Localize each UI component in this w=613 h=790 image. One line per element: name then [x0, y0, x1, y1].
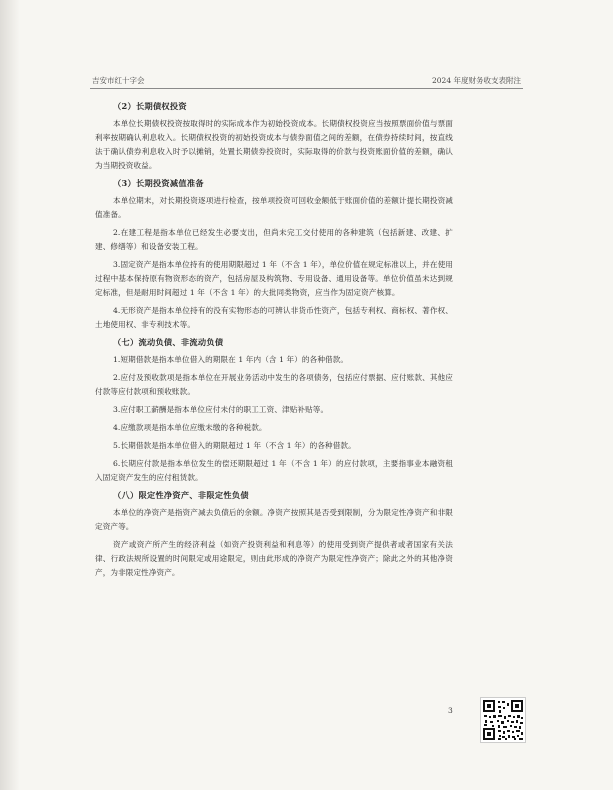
- section-heading: （七）流动负债、非流动负债: [113, 337, 224, 347]
- body-paragraph: 2.在建工程是指本单位已经发生必要支出，但尚未完工交付使用的各种建筑（包括新建、改建、扩建、修缮等）和设备安装工程。: [95, 228, 453, 251]
- body-paragraph: 2.应付及预收款项是指本单位在开展业务活动中发生的各项债务，包括应付票据、应付账款、其他应付款等应付款项和预收账款。: [95, 373, 453, 396]
- header-document-title: 2024 年度财务收支表附注: [432, 76, 521, 85]
- scan-edge-shadow: [0, 0, 20, 790]
- body-paragraph: 5.长期借款是指本单位借入的期限超过 1 年（不含 1 年）的各种借款。: [113, 441, 356, 450]
- body-paragraph: 6.长期应付款是指本单位发生的偿还期限超过 1 年（不含 1 年）的应付款项，主要指事业本融资租入固定资产发生的应付租赁款。: [95, 459, 453, 482]
- body-paragraph: 3.固定资产是指本单位持有的使用期限超过 1 年（不含 1 年），单位价值在规定标准以上，并在使用过程中基本保持原有物资形态的资产，包括房屋及构筑物、专用设备、通用设备等。单位价值虽未达到规定标准，但是耐用时间超过 1 年（不含 1 年）的大批同类物资，应当作为固定资产核算。: [95, 260, 453, 297]
- body-paragraph: 4.应缴款项是指本单位应缴未缴的各种税款。: [113, 423, 267, 432]
- page-header: [90, 72, 523, 89]
- section-heading: （3）长期投资减值准备: [113, 178, 204, 188]
- qr-code-icon: [480, 697, 526, 743]
- page-number: 3: [448, 706, 453, 715]
- header-organization: 吉安市红十字会: [92, 76, 145, 85]
- body-paragraph: 本单位长期债权投资按取得时的实际成本作为初始投资成本。长期债权投资应当按照票面价值与票面利率按期确认利息收入。长期债权投资的初始投资成本与债券面值之间的差额，在债券持续时间，按直线法于确认债券利息收入时予以摊销，处置长期债券投资时，实际取得的价款与投资账面价值的差额，确认为当期投资收益。: [95, 119, 453, 170]
- section-heading: （八）限定性净资产、非限定性负债: [113, 490, 249, 500]
- document-body: [95, 100, 453, 584]
- body-paragraph: 4.无形资产是指本单位持有的没有实物形态的可辨认非货币性资产，包括专利权、商标权、著作权、土地使用权、非专利技术等。: [95, 306, 453, 329]
- body-paragraph: 1.短期借款是指本单位借入的期限在 1 年内（含 1 年）的各种借款。: [113, 355, 349, 364]
- body-paragraph: 本单位的净资产是指资产减去负债后的余额。净资产按照其是否受到限制，分为限定性净资产和非限定资产等。: [95, 508, 453, 531]
- body-paragraph: 本单位期末，对长期投资逐项进行检查，按单项投资可回收金额低于账面价值的差额计提长期投资减值准备。: [95, 196, 453, 219]
- section-heading: （2）长期债权投资: [113, 101, 187, 111]
- qr-code-graphic: [481, 698, 525, 742]
- body-paragraph: 3.应付职工薪酬是指本单位应付未付的职工工资、津贴补贴等。: [113, 405, 329, 414]
- body-paragraph: 资产或资产所产生的经济利益（如资产投资利益和利息等）的使用受到资产提供者或者国家有关法律、行政法规所设置的时间限定或用途限定，则由此形成的净资产为限定性净资产；除此之外的其他净资产，为非限定性净资产。: [95, 540, 453, 577]
